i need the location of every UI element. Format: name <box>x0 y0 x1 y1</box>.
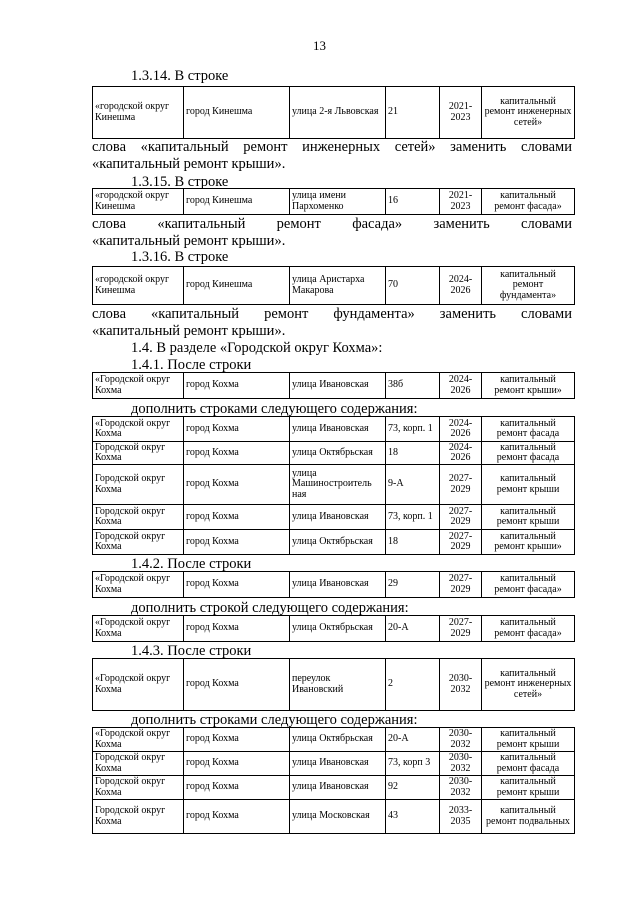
table-row <box>93 189 575 215</box>
period-cell: 2021-2023 <box>440 87 482 139</box>
replace-line-1: слова «капитальный ремонт инженерных сетей» заменить словами <box>92 139 572 155</box>
table-row <box>93 465 575 505</box>
municipality-cell: Городской округ Кохма <box>93 505 184 530</box>
replace-text-1-3-16 <box>92 306 572 340</box>
city-cell: город Кохма <box>184 417 290 442</box>
house-cell: 29 <box>386 572 440 598</box>
heading-1-4-2: 1.4.2. После строки <box>131 556 252 572</box>
work-type-cell: капитальный ремонт фасада <box>482 442 575 465</box>
city-cell: город Кохма <box>184 728 290 752</box>
period-cell: 2024-2026 <box>440 373 482 399</box>
add-heading-1-4-2: дополнить строкой следующего содержания: <box>131 600 409 616</box>
table-row <box>93 776 575 800</box>
section-heading-1-4: 1.4. В разделе «Городской округ Кохма»: <box>131 340 383 356</box>
street-cell: улица Машиностроитель ная <box>290 465 386 505</box>
work-type-cell: капитальный ремонт крыши <box>482 505 575 530</box>
table-row <box>93 267 575 305</box>
municipality-cell: Городской округ Кохма <box>93 442 184 465</box>
period-cell: 2030-2032 <box>440 728 482 752</box>
replace-line-1: слова «капитальный ремонт фундамента» заменить словами <box>92 306 572 322</box>
house-cell: 73, корп. 1 <box>386 417 440 442</box>
municipality-cell: «городской округ Кинешма <box>93 87 184 139</box>
work-type-cell: капитальный ремонт фасада <box>482 752 575 776</box>
city-cell: город Кохма <box>184 442 290 465</box>
work-type-cell: капитальный ремонт крыши <box>482 776 575 800</box>
house-cell: 73, корп. 1 <box>386 505 440 530</box>
city-cell: город Кинешма <box>184 87 290 139</box>
period-cell: 2033-2035 <box>440 800 482 834</box>
street-cell: улица Октябрьская <box>290 530 386 555</box>
house-cell: 92 <box>386 776 440 800</box>
work-type-cell: капитальный ремонт фундамента» <box>482 267 575 305</box>
replace-line-2: «капитальный ремонт крыши». <box>92 323 286 339</box>
work-type-cell: капитальный ремонт крыши <box>482 728 575 752</box>
street-cell: улица Московская <box>290 800 386 834</box>
municipality-cell: «городской округ Кинешма <box>93 189 184 215</box>
table-1-3-15 <box>92 188 575 215</box>
period-cell: 2024-2026 <box>440 417 482 442</box>
street-cell: улица 2-я Львовская <box>290 87 386 139</box>
heading-1-4-3: 1.4.3. После строки <box>131 643 252 659</box>
house-cell: 73, корп 3 <box>386 752 440 776</box>
table-1-4-1-added <box>92 416 575 555</box>
municipality-cell: «Городской округ Кохма <box>93 373 184 399</box>
period-cell: 2024-2026 <box>440 267 482 305</box>
period-cell: 2027-2029 <box>440 530 482 555</box>
house-cell: 20-А <box>386 616 440 642</box>
period-cell: 2027-2029 <box>440 616 482 642</box>
city-cell: город Кохма <box>184 505 290 530</box>
table-row <box>93 417 575 442</box>
heading-1-3-15: 1.3.15. В строке <box>131 174 229 190</box>
table-row <box>93 87 575 139</box>
work-type-cell: капитальный ремонт фасада <box>482 417 575 442</box>
municipality-cell: «Городской округ Кохма <box>93 659 184 711</box>
street-cell: улица Ивановская <box>290 572 386 598</box>
house-cell: 38б <box>386 373 440 399</box>
period-cell: 2027-2029 <box>440 572 482 598</box>
add-heading-1-4-3: дополнить строками следующего содержания: <box>131 712 418 728</box>
table-row <box>93 373 575 399</box>
work-type-cell: капитальный ремонт крыши <box>482 465 575 505</box>
table-1-3-14 <box>92 86 575 139</box>
work-type-cell: капитальный ремонт фасада» <box>482 572 575 598</box>
street-cell: улица Ивановская <box>290 505 386 530</box>
municipality-cell: «Городской округ Кохма <box>93 728 184 752</box>
house-cell: 70 <box>386 267 440 305</box>
municipality-cell: «Городской округ Кохма <box>93 417 184 442</box>
street-cell: улица Октябрьская <box>290 442 386 465</box>
heading-1-4-1: 1.4.1. После строки <box>131 357 252 373</box>
city-cell: город Кохма <box>184 776 290 800</box>
table-row <box>93 572 575 598</box>
city-cell: город Кинешма <box>184 189 290 215</box>
city-cell: город Кохма <box>184 659 290 711</box>
add-heading-1-4-1: дополнить строками следующего содержания: <box>131 401 418 417</box>
city-cell: город Кохма <box>184 465 290 505</box>
table-row <box>93 616 575 642</box>
house-cell: 20-А <box>386 728 440 752</box>
street-cell: улица Ивановская <box>290 373 386 399</box>
table-1-4-3-added <box>92 727 575 834</box>
city-cell: город Кохма <box>184 800 290 834</box>
period-cell: 2021-2023 <box>440 189 482 215</box>
house-cell: 2 <box>386 659 440 711</box>
table-row <box>93 505 575 530</box>
street-cell: улица Аристарха Макарова <box>290 267 386 305</box>
replace-line-1: слова «капитальный ремонт фасада» заменить словами <box>92 216 572 232</box>
city-cell: город Кохма <box>184 530 290 555</box>
municipality-cell: «городской округ Кинешма <box>93 267 184 305</box>
table-1-4-1-after <box>92 372 575 399</box>
period-cell: 2030-2032 <box>440 752 482 776</box>
work-type-cell: капитальный ремонт фасада» <box>482 189 575 215</box>
street-cell: переулок Ивановский <box>290 659 386 711</box>
city-cell: город Кинешма <box>184 267 290 305</box>
city-cell: город Кохма <box>184 572 290 598</box>
work-type-cell: капитальный ремонт инженерных сетей» <box>482 87 575 139</box>
city-cell: город Кохма <box>184 373 290 399</box>
street-cell: улица Ивановская <box>290 776 386 800</box>
city-cell: город Кохма <box>184 616 290 642</box>
heading-1-3-16: 1.3.16. В строке <box>131 249 229 265</box>
street-cell: улица имени Пархоменко <box>290 189 386 215</box>
table-1-4-3-after <box>92 658 575 711</box>
city-cell: город Кохма <box>184 752 290 776</box>
replace-line-2: «капитальный ремонт крыши». <box>92 233 286 249</box>
street-cell: улица Ивановская <box>290 417 386 442</box>
work-type-cell: капитальный ремонт крыши» <box>482 373 575 399</box>
table-row <box>93 728 575 752</box>
municipality-cell: «Городской округ Кохма <box>93 572 184 598</box>
period-cell: 2027-2029 <box>440 465 482 505</box>
street-cell: улица Октябрьская <box>290 728 386 752</box>
house-cell: 21 <box>386 87 440 139</box>
period-cell: 2030-2032 <box>440 776 482 800</box>
municipality-cell: «Городской округ Кохма <box>93 616 184 642</box>
replace-line-2: «капитальный ремонт крыши». <box>92 156 286 172</box>
work-type-cell: капитальный ремонт подвальных <box>482 800 575 834</box>
table-1-3-16 <box>92 266 575 305</box>
replace-text-1-3-14 <box>92 139 572 173</box>
table-row <box>93 800 575 834</box>
table-row <box>93 659 575 711</box>
municipality-cell: Городской округ Кохма <box>93 752 184 776</box>
street-cell: улица Октябрьская <box>290 616 386 642</box>
street-cell: улица Ивановская <box>290 752 386 776</box>
house-cell: 43 <box>386 800 440 834</box>
table-1-4-2-after <box>92 571 575 598</box>
municipality-cell: Городской округ Кохма <box>93 530 184 555</box>
period-cell: 2024-2026 <box>440 442 482 465</box>
municipality-cell: Городской округ Кохма <box>93 776 184 800</box>
house-cell: 18 <box>386 530 440 555</box>
heading-1-3-14: 1.3.14. В строке <box>131 68 229 84</box>
period-cell: 2030-2032 <box>440 659 482 711</box>
table-1-4-2-added <box>92 615 575 642</box>
work-type-cell: капитальный ремонт инженерных сетей» <box>482 659 575 711</box>
municipality-cell: Городской округ Кохма <box>93 800 184 834</box>
house-cell: 16 <box>386 189 440 215</box>
house-cell: 9-А <box>386 465 440 505</box>
work-type-cell: капитальный ремонт фасада» <box>482 616 575 642</box>
municipality-cell: Городской округ Кохма <box>93 465 184 505</box>
period-cell: 2027-2029 <box>440 505 482 530</box>
table-row <box>93 752 575 776</box>
table-row <box>93 530 575 555</box>
work-type-cell: капитальный ремонт крыши» <box>482 530 575 555</box>
house-cell: 18 <box>386 442 440 465</box>
page-number: 13 <box>313 38 326 53</box>
replace-text-1-3-15 <box>92 216 572 250</box>
table-row <box>93 442 575 465</box>
